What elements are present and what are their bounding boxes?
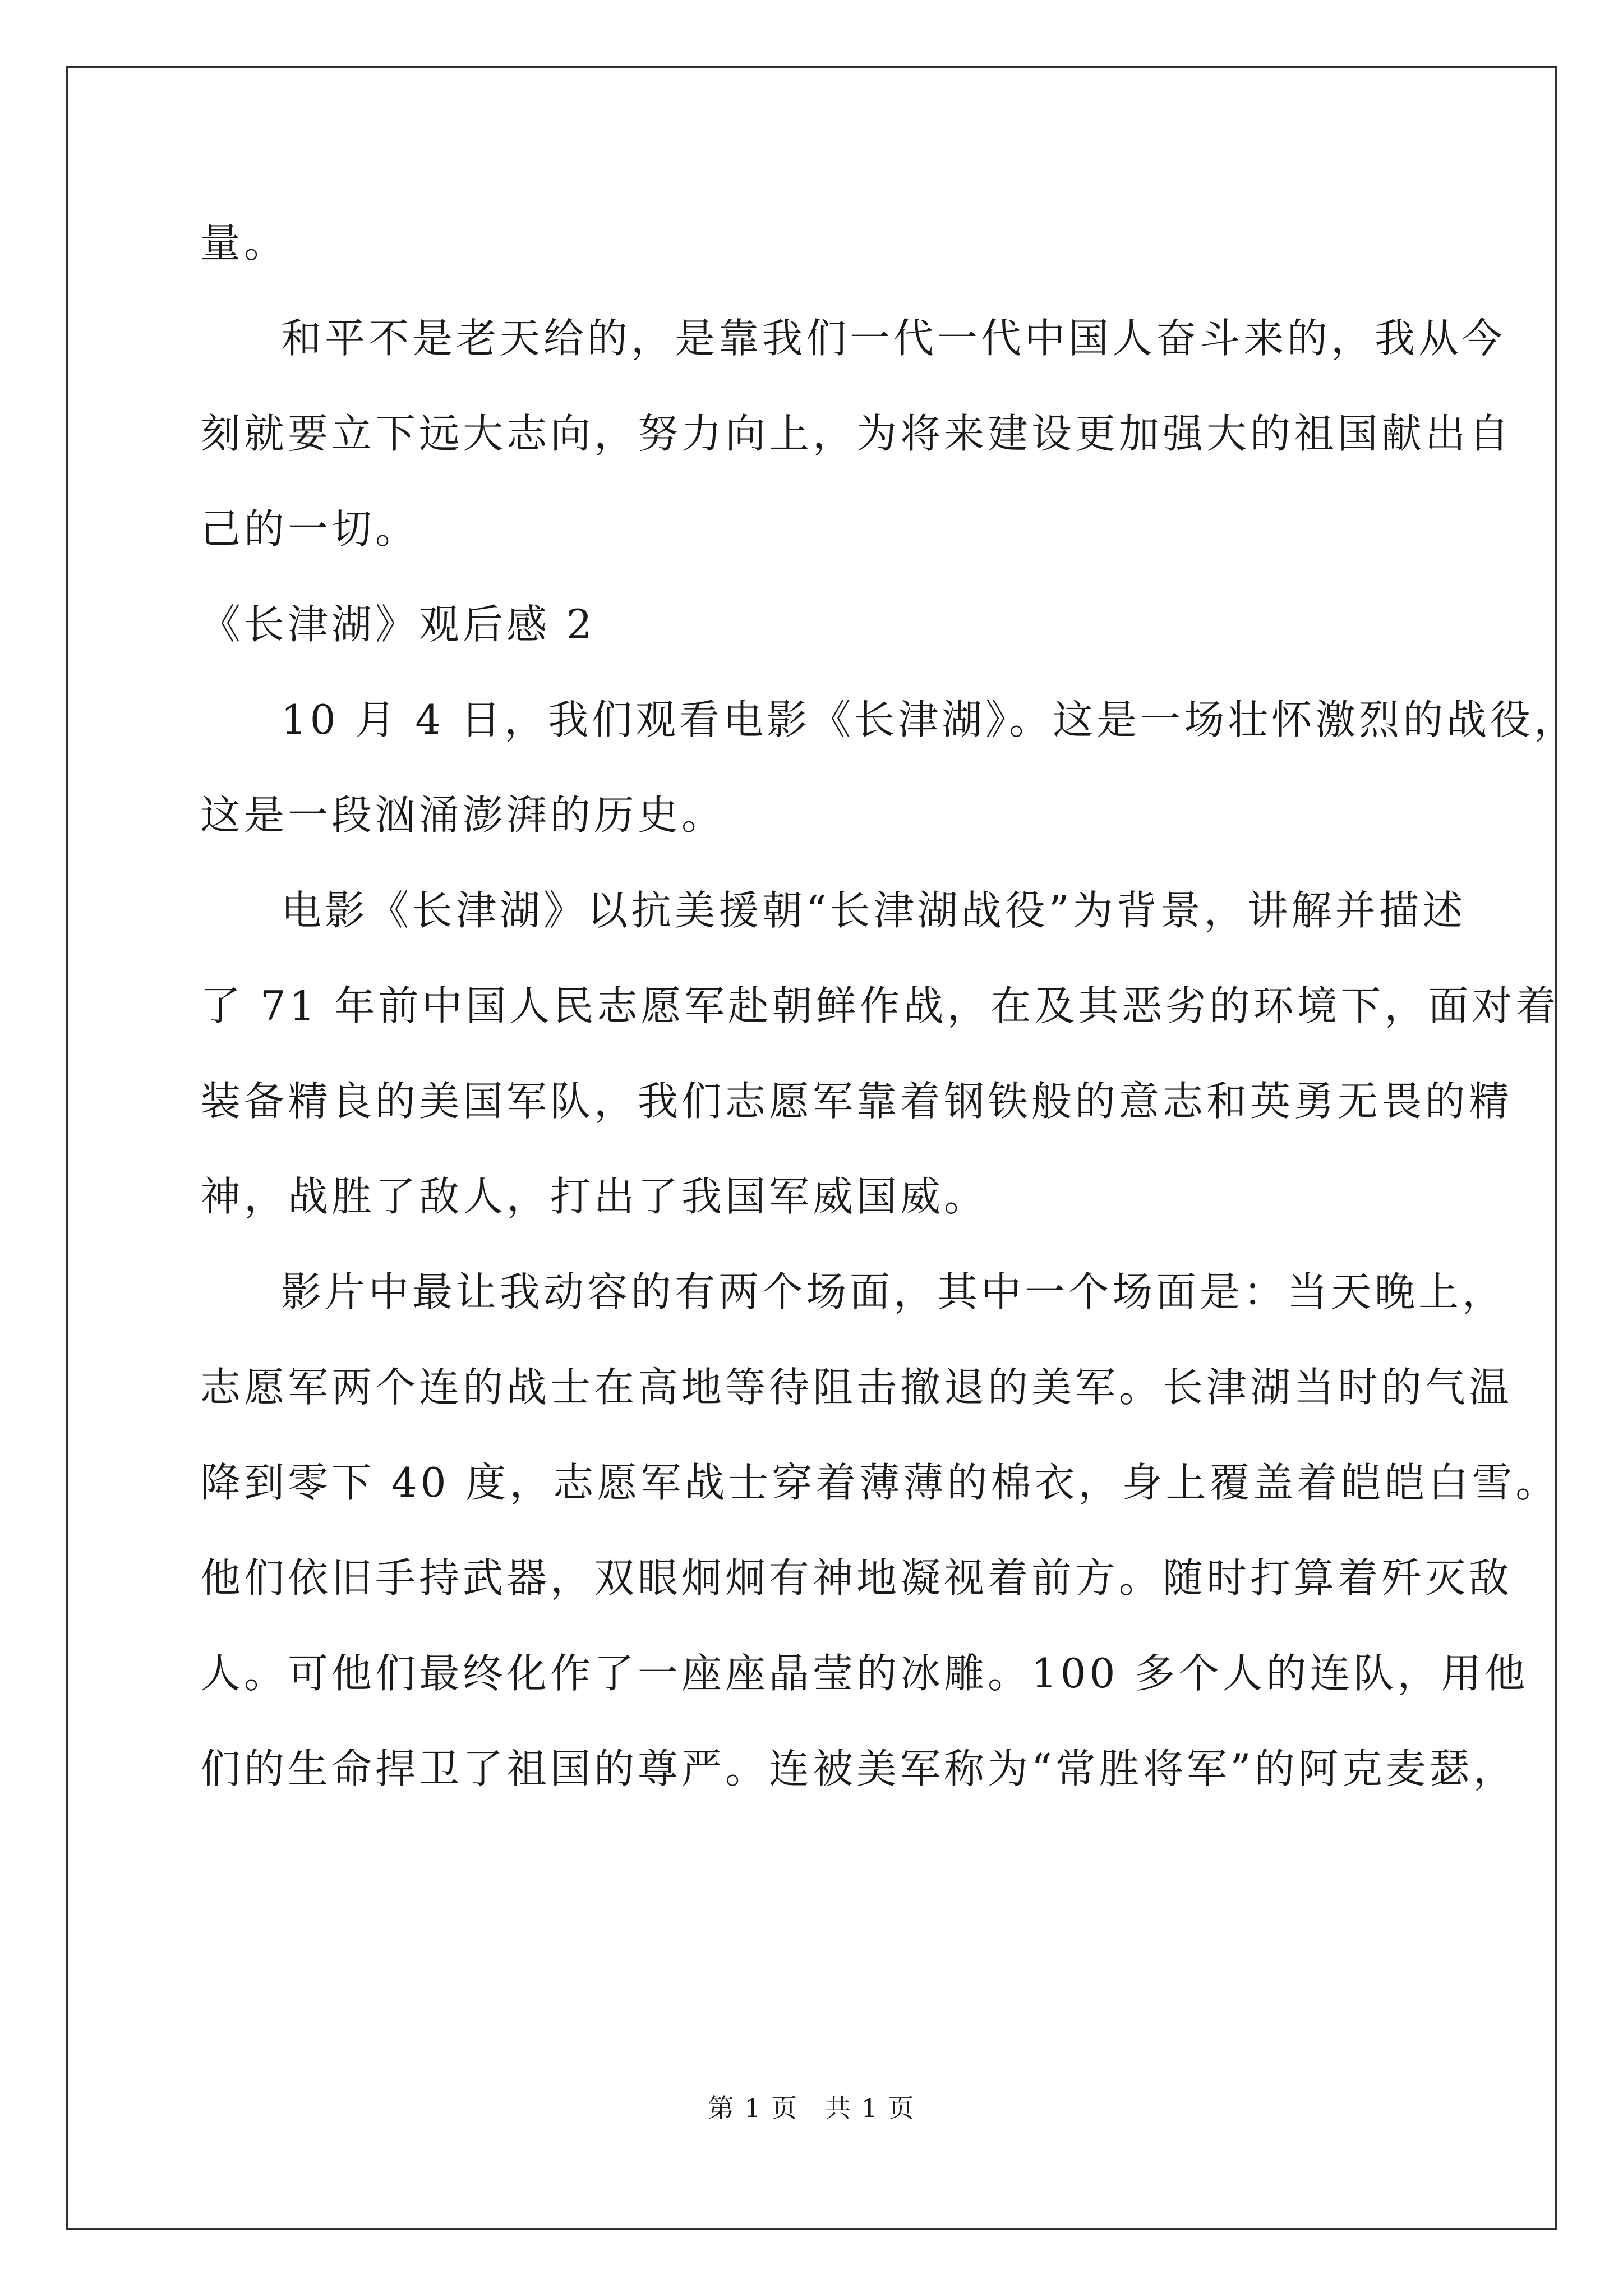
text-line: 神，战胜了敌人，打出了我国军威国威。 <box>200 1173 988 1220</box>
text-line: 和平不是老天给的，是靠我们一代一代中国人奋斗来的，我从今 <box>281 315 1506 362</box>
text-line: 影片中最让我动容的有两个场面，其中一个场面是：当天晚上， <box>281 1268 1506 1315</box>
text-line: 他们依旧手持武器，双眼炯炯有神地凝视着前方。随时打算着歼灭敌 <box>200 1554 1513 1602</box>
text-line: 刻就要立下远大志向，努力向上，为将来建设更加强大的祖国献出自 <box>200 410 1513 457</box>
text-line: 们的生命捍卫了祖国的尊严。连被美军称为“常胜将军”的阿克麦瑟， <box>200 1745 1517 1792</box>
text-line: 志愿军两个连的战士在高地等待阻击撤退的美军。长津湖当时的气温 <box>200 1364 1513 1411</box>
text-line: 装备精良的美国军队，我们志愿军靠着钢铁般的意志和英勇无畏的精 <box>200 1078 1513 1125</box>
text-line: 了 71 年前中国人民志愿军赴朝鲜作战，在及其恶劣的环境下，面对着 <box>200 982 1560 1029</box>
page-border <box>66 66 1560 2230</box>
text-line: 电影《长津湖》以抗美援朝“长津湖战役”为背景，讲解并描述 <box>281 887 1467 934</box>
text-line: 降到零下 40 度，志愿军战士穿着薄薄的棉衣，身上覆盖着皑皑白雪。 <box>200 1459 1560 1506</box>
text-line: 己的一切。 <box>200 505 419 553</box>
text-line: 这是一段汹涌澎湃的历史。 <box>200 792 726 839</box>
text-line: 10 月 4 日，我们观看电影《长津湖》。这是一场壮怀激烈的战役， <box>281 696 1578 743</box>
text-line: 量。 <box>200 219 288 266</box>
section-heading: 《长津湖》观后感 2 <box>200 601 596 648</box>
text-line: 人。可他们最终化作了一座座晶莹的冰雕。100 多个人的连队，用他 <box>200 1650 1529 1697</box>
page-number-footer: 第 1 页 共 1 页 <box>708 2093 915 2123</box>
